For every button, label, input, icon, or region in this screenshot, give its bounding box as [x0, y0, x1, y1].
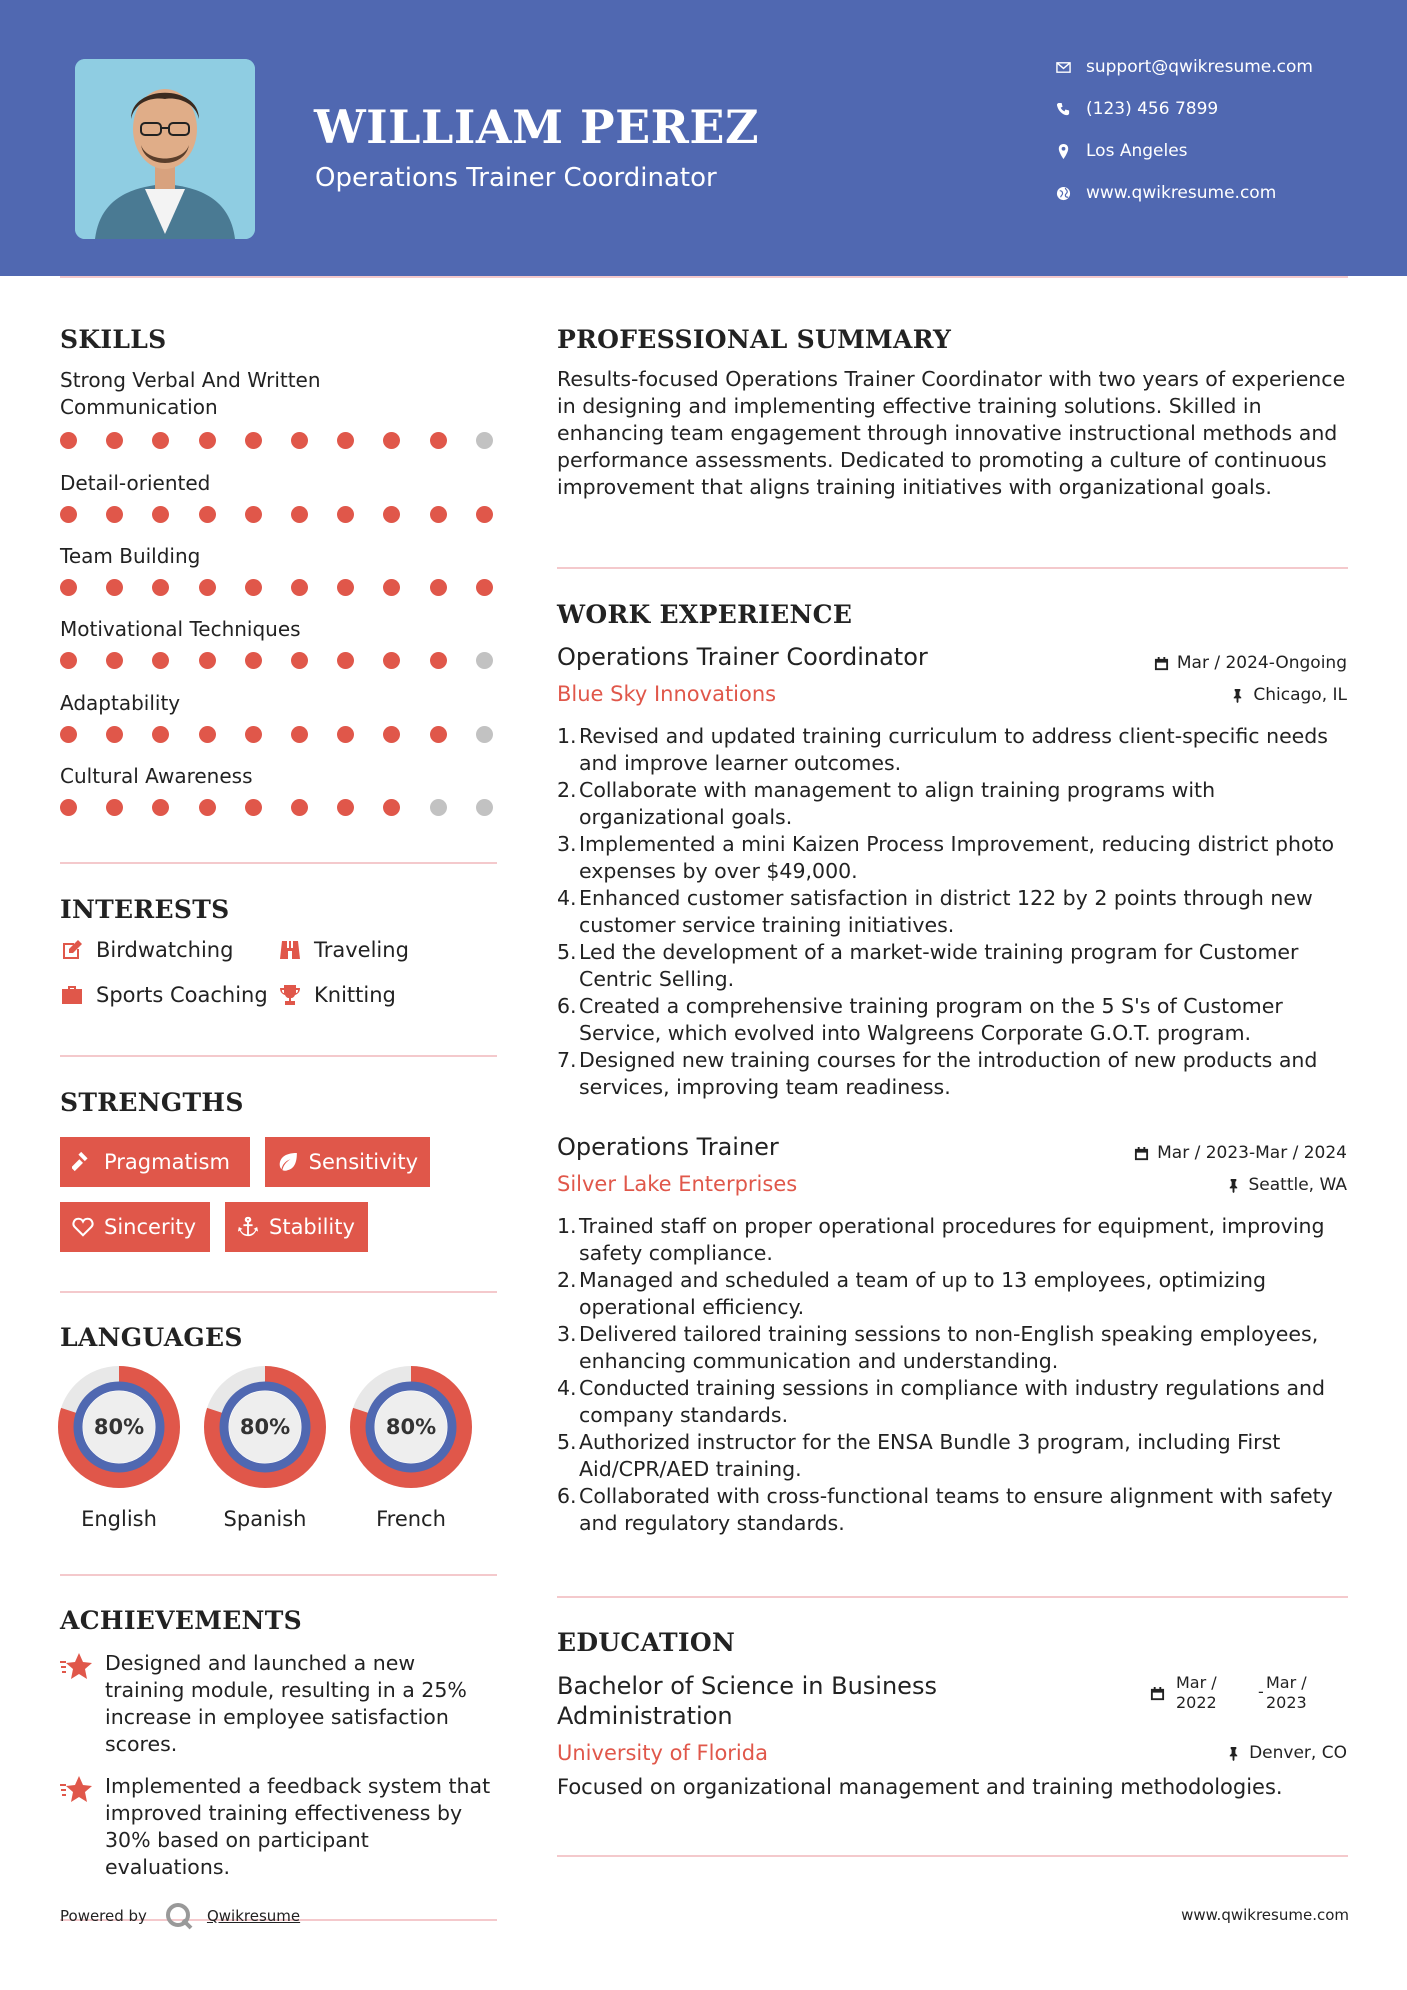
skill-name: Team Building	[60, 544, 201, 568]
language-percent: 80%	[385, 1415, 437, 1439]
rating-dot-filled	[245, 506, 262, 523]
interests-heading: INTERESTS	[60, 895, 230, 924]
edit-icon	[60, 938, 84, 962]
rating-dot-filled	[152, 726, 169, 743]
bullet-number: 6.	[557, 994, 577, 1018]
job-company: Blue Sky Innovations	[557, 682, 777, 706]
interest-item	[278, 938, 409, 962]
bullet-text: Enhanced customer satisfaction in district 122 by 2 points through new customer service training initiatives.	[579, 886, 1313, 937]
rating-dot-filled	[60, 652, 77, 669]
rating-dot-filled	[106, 799, 123, 816]
rating-dot-filled	[383, 726, 400, 743]
rating-dot-filled	[337, 432, 354, 449]
rating-dot-filled	[60, 579, 77, 596]
language-donut	[57, 1365, 181, 1489]
calendar-icon	[1150, 1686, 1165, 1701]
phone-icon	[1050, 102, 1076, 117]
rating-dot-filled	[106, 432, 123, 449]
education-description: Focused on organizational management and training methodologies.	[557, 1775, 1283, 1799]
rating-dot-filled	[476, 579, 493, 596]
education-school: University of Florida	[557, 1741, 768, 1765]
skill-name: Adaptability	[60, 691, 181, 715]
rating-dot-filled	[291, 579, 308, 596]
achievement-text: Designed and launched a new training module, resulting in a 25% increase in employee satisfaction scores.	[105, 1651, 467, 1756]
pin-icon	[1230, 688, 1245, 703]
job-bullet	[557, 1483, 1347, 1537]
language-label: Spanish	[223, 1507, 307, 1531]
rating-dot-filled	[337, 726, 354, 743]
bullet-text: Implemented a mini Kaizen Process Improvement, reducing district photo expenses by over $49,000.	[579, 832, 1335, 883]
envelope-icon	[1050, 60, 1076, 75]
education-location-text: Denver, CO	[1249, 1743, 1347, 1763]
trophy-icon	[278, 983, 302, 1007]
summary-text: Results-focused Operations Trainer Coordinator with two years of experience in designing and implementing effective training solutions. Skilled in enhancing team engagement through innovative instructional methods and performance assessments. Dedicated to promoting a culture of continuous improvement that aligns training initiatives with organizational goals.	[557, 367, 1346, 499]
strength-label: Stability	[269, 1215, 355, 1239]
rating-dot-filled	[152, 579, 169, 596]
bullet-text: Trained staff on proper operational procedures for equipment, improving safety compliance.	[579, 1214, 1325, 1265]
rating-dot-filled	[60, 726, 77, 743]
profile-photo	[75, 59, 255, 239]
experience-heading: WORK EXPERIENCE	[557, 600, 853, 629]
rating-dot-filled	[337, 579, 354, 596]
rating-dot-filled	[106, 579, 123, 596]
bullet-number: 2.	[557, 778, 577, 802]
footer-powered-by	[60, 1900, 300, 1932]
rating-dot-filled	[199, 726, 216, 743]
job-bullet	[557, 1213, 1347, 1267]
achievements-heading: ACHIEVEMENTS	[60, 1606, 302, 1635]
skill-rating	[60, 432, 522, 449]
powered-by-text: Powered by	[60, 1907, 147, 1925]
contact-location-text: Los Angeles	[1086, 141, 1188, 161]
rating-dot-filled	[152, 799, 169, 816]
bullet-number: 7.	[557, 1048, 577, 1072]
job-bullet	[557, 1321, 1347, 1375]
strength-badge	[265, 1137, 430, 1187]
job-location	[1230, 685, 1347, 705]
heart-icon	[72, 1216, 94, 1238]
rating-dot-filled	[245, 432, 262, 449]
language-donut	[203, 1365, 327, 1489]
contact-website[interactable]	[1050, 183, 1380, 203]
achievement-item	[60, 1650, 500, 1758]
education-location	[1226, 1743, 1347, 1763]
rating-dot-filled	[383, 652, 400, 669]
contact-email-text: support@qwikresume.com	[1086, 57, 1313, 77]
contact-phone[interactable]	[1050, 99, 1380, 119]
bullet-number: 3.	[557, 832, 577, 856]
rating-dot-filled	[106, 506, 123, 523]
skill-name: Motivational Techniques	[60, 617, 301, 641]
anchor-icon	[237, 1216, 259, 1238]
skill-name: Strong Verbal And Written Communication	[60, 368, 321, 419]
interest-item	[60, 938, 233, 962]
calendar-icon	[1154, 656, 1169, 671]
contact-phone-text: (123) 456 7899	[1086, 99, 1219, 119]
star-icon	[60, 1652, 92, 1682]
qwikresume-logo-icon	[163, 1900, 195, 1932]
language-item	[349, 1365, 473, 1531]
rating-dot-filled	[291, 432, 308, 449]
bullet-number: 5.	[557, 1430, 577, 1454]
contact-email[interactable]	[1050, 57, 1380, 77]
language-percent: 80%	[239, 1415, 291, 1439]
bullet-number: 6.	[557, 1484, 577, 1508]
education-start-year: 2022	[1176, 1693, 1217, 1712]
job-bullet	[557, 885, 1347, 939]
rating-dot-filled	[337, 652, 354, 669]
interest-label: Knitting	[314, 983, 396, 1007]
job-location-text: Seattle, WA	[1248, 1175, 1347, 1195]
job-dates-text: Mar / 2023-Mar / 2024	[1157, 1143, 1347, 1163]
rating-dot-filled	[430, 432, 447, 449]
job-bullet	[557, 777, 1347, 831]
rating-dot-filled	[291, 799, 308, 816]
education-date-dash: -	[1258, 1682, 1264, 1701]
rating-dot-filled	[60, 432, 77, 449]
bullet-text: Collaborated with cross-functional teams to ensure alignment with safety and regulatory standards.	[579, 1484, 1333, 1535]
bullet-number: 3.	[557, 1322, 577, 1346]
bullet-number: 1.	[557, 1214, 577, 1238]
rating-dot-filled	[199, 652, 216, 669]
map-marker-icon	[1050, 144, 1076, 159]
bullet-number: 2.	[557, 1268, 577, 1292]
summary-heading: PROFESSIONAL SUMMARY	[557, 325, 952, 354]
job-bullet	[557, 831, 1347, 885]
bullet-text: Managed and scheduled a team of up to 13 employees, optimizing operational efficiency.	[579, 1268, 1267, 1319]
skill-rating	[60, 579, 522, 596]
globe-icon	[1050, 186, 1076, 201]
bullet-text: Authorized instructor for the ENSA Bundle 3 program, including First Aid/CPR/AED training.	[579, 1430, 1281, 1481]
bullet-number: 5.	[557, 940, 577, 964]
job-dates	[1134, 1143, 1347, 1163]
achievement-item	[60, 1773, 500, 1881]
job-bullet	[557, 1375, 1347, 1429]
skill-rating	[60, 652, 522, 669]
rating-dot-filled	[430, 726, 447, 743]
rating-dot-empty	[476, 432, 493, 449]
job-bullet	[557, 1429, 1347, 1483]
languages-divider	[60, 1574, 497, 1576]
binoculars-icon	[278, 938, 302, 962]
language-item	[57, 1365, 181, 1531]
bullet-text: Collaborate with management to align training programs with organizational goals.	[579, 778, 1216, 829]
interest-label: Traveling	[314, 938, 409, 962]
job-bullet	[557, 1047, 1347, 1101]
rating-dot-filled	[60, 506, 77, 523]
header-banner	[0, 0, 1407, 276]
rating-dot-filled	[430, 652, 447, 669]
bullet-text: Designed new training courses for the introduction of new products and services, improving team readiness.	[579, 1048, 1318, 1099]
rating-dot-empty	[476, 799, 493, 816]
interests-divider	[60, 1055, 497, 1057]
gavel-icon	[72, 1151, 94, 1173]
rating-dot-filled	[106, 726, 123, 743]
job-role: Operations Trainer	[557, 1133, 779, 1161]
rating-dot-filled	[245, 726, 262, 743]
summary-divider	[557, 567, 1348, 569]
job-bullet	[557, 723, 1347, 777]
skill-rating	[60, 799, 522, 816]
rating-dot-filled	[337, 799, 354, 816]
rating-dot-filled	[60, 799, 77, 816]
strength-badge	[60, 1137, 250, 1187]
rating-dot-filled	[245, 652, 262, 669]
skills-heading: SKILLS	[60, 325, 167, 354]
skill-name: Detail-oriented	[60, 471, 211, 495]
achievement-text: Implemented a feedback system that improved training effectiveness by 30% based on participant evaluations.	[105, 1774, 491, 1879]
bullet-text: Revised and updated training curriculum to address client-specific needs and improve learner outcomes.	[579, 724, 1328, 775]
rating-dot-filled	[476, 506, 493, 523]
footer-url[interactable]: www.qwikresume.com	[1181, 1906, 1349, 1924]
pin-icon	[1226, 1746, 1241, 1761]
education-divider	[557, 1855, 1348, 1857]
rating-dot-filled	[245, 579, 262, 596]
rating-dot-filled	[199, 506, 216, 523]
star-icon	[60, 1775, 92, 1805]
rating-dot-filled	[199, 579, 216, 596]
calendar-icon	[1134, 1146, 1149, 1161]
skill-rating	[60, 506, 522, 523]
job-bullet	[557, 939, 1347, 993]
language-item	[203, 1365, 327, 1531]
rating-dot-filled	[106, 652, 123, 669]
rating-dot-empty	[476, 652, 493, 669]
skills-divider	[60, 862, 497, 864]
interest-label: Sports Coaching	[96, 983, 268, 1007]
rating-dot-filled	[383, 799, 400, 816]
rating-dot-empty	[430, 799, 447, 816]
education-heading: EDUCATION	[557, 1628, 736, 1657]
rating-dot-filled	[152, 432, 169, 449]
strengths-divider	[60, 1291, 497, 1293]
rating-dot-filled	[430, 506, 447, 523]
job-role: Operations Trainer Coordinator	[557, 643, 928, 671]
experience-divider	[557, 1596, 1348, 1598]
bullet-text: Delivered tailored training sessions to non-English speaking employees, enhancing communication and understanding.	[579, 1322, 1319, 1373]
pin-icon	[1226, 1178, 1241, 1193]
skill-name: Cultural Awareness	[60, 764, 253, 788]
leaf-icon	[277, 1151, 299, 1173]
profile-photo-image	[75, 59, 255, 239]
candidate-name: WILLIAM PEREZ	[314, 100, 760, 154]
strength-badge	[225, 1202, 368, 1252]
rating-dot-filled	[199, 432, 216, 449]
strength-label: Pragmatism	[104, 1150, 230, 1174]
strength-label: Sensitivity	[308, 1150, 418, 1174]
bullet-number: 4.	[557, 886, 577, 910]
education-end-year: 2023	[1266, 1693, 1307, 1712]
job-bullets	[557, 1213, 1347, 1537]
education-dates	[1150, 1673, 1350, 1723]
rating-dot-empty	[476, 726, 493, 743]
education-start-month: Mar /	[1176, 1673, 1217, 1692]
bullet-text: Created a comprehensive training program on the 5 S's of Customer Service, which evolved into Walgreens Corporate G.O.T. program.	[579, 994, 1283, 1045]
rating-dot-filled	[152, 506, 169, 523]
education-end-month: Mar /	[1266, 1673, 1307, 1692]
job-location	[1226, 1175, 1348, 1195]
brand-link[interactable]: Qwikresume	[206, 1907, 301, 1925]
contact-location	[1050, 141, 1380, 161]
rating-dot-filled	[291, 726, 308, 743]
rating-dot-filled	[199, 799, 216, 816]
bullet-text: Conducted training sessions in compliance with industry regulations and company standards.	[579, 1376, 1326, 1427]
interest-item	[60, 983, 268, 1007]
rating-dot-filled	[430, 579, 447, 596]
strengths-heading: STRENGTHS	[60, 1088, 244, 1117]
job-location-text: Chicago, IL	[1253, 685, 1347, 705]
job-bullets	[557, 723, 1347, 1101]
rating-dot-filled	[152, 652, 169, 669]
interest-label: Birdwatching	[96, 938, 234, 962]
rating-dot-filled	[245, 799, 262, 816]
job-bullet	[557, 993, 1347, 1047]
rating-dot-filled	[337, 506, 354, 523]
bullet-number: 4.	[557, 1376, 577, 1400]
rating-dot-filled	[383, 432, 400, 449]
contact-website-text: www.qwikresume.com	[1086, 183, 1277, 203]
language-label: English	[81, 1507, 157, 1531]
rating-dot-filled	[383, 506, 400, 523]
job-company: Silver Lake Enterprises	[557, 1172, 798, 1196]
rating-dot-filled	[291, 652, 308, 669]
job-dates	[1154, 653, 1347, 673]
candidate-title: Operations Trainer Coordinator	[315, 163, 717, 193]
briefcase-icon	[60, 983, 84, 1007]
job-dates-text: Mar / 2024-Ongoing	[1176, 653, 1347, 673]
rating-dot-filled	[291, 506, 308, 523]
languages-heading: LANGUAGES	[60, 1323, 243, 1352]
language-donut	[349, 1365, 473, 1489]
education-degree: Bachelor of Science in Business Administration	[557, 1672, 937, 1730]
language-percent: 80%	[93, 1415, 145, 1439]
bullet-number: 1.	[557, 724, 577, 748]
rating-dot-filled	[383, 579, 400, 596]
bullet-text: Led the development of a market-wide training program for Customer Centric Selling.	[579, 940, 1299, 991]
interest-item	[278, 983, 396, 1007]
strength-badge	[60, 1202, 210, 1252]
strength-label: Sincerity	[104, 1215, 197, 1239]
job-bullet	[557, 1267, 1347, 1321]
language-label: French	[376, 1507, 446, 1531]
skill-rating	[60, 726, 522, 743]
header-divider	[60, 276, 1348, 278]
